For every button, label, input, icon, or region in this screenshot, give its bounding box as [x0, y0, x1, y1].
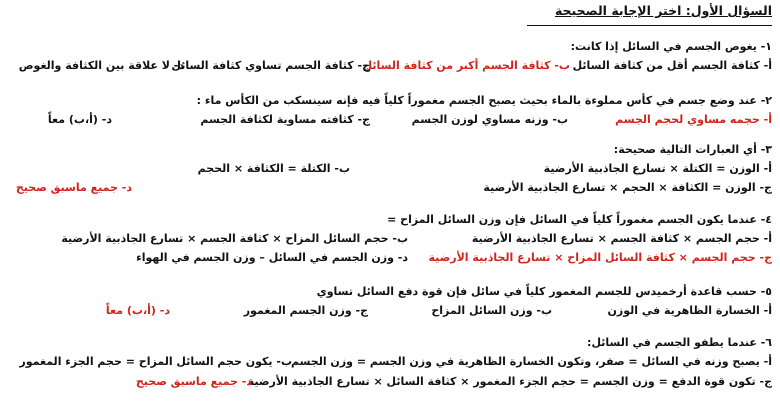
- q3-option-d: د- جميع ماسبق صحيح: [15, 181, 132, 194]
- q6-option-c: ج- تكون قوة الدفع = وزن الجسم = حجم الجزء المغمور × كثافة السائل × تسارع الجاذبية الأرضية: [247, 375, 772, 388]
- q1-stem: ١- يغوص الجسم في السائل إذا كانت:: [570, 40, 772, 53]
- q3-option-c: ج- الوزن = الكثافة × الحجم × تسارع الجاذبية الأرضية: [483, 181, 772, 194]
- q4-option-b: ب- حجم السائل المزاح × كثافة الجسم × تسارع الجاذبية الأرضية: [61, 232, 408, 245]
- q6-option-b: ب- يكون حجم السائل المزاح = حجم الجزء المغمور: [19, 355, 292, 368]
- page-title: السؤال الأول: اختر الإجابة الصحيحة: [554, 3, 772, 18]
- q2-stem: ٢- عند وضع جسم في كأس مملوءة بالماء بحيث يصبح الجسم مغموراً كلياً فيه فإنه سينسكب من الكأس ماء :: [196, 94, 772, 107]
- title-underline: [527, 25, 772, 26]
- q5-stem: ٥- حسب قاعدة أرخميدس للجسم المغمور كلياً في سائل فإن قوة دفع السائل تساوي: [316, 285, 772, 298]
- q4-option-d: د- وزن الجسم في السائل – وزن الجسم في الهواء: [136, 251, 408, 264]
- q3-option-a: أ- الوزن = الكتلة × تسارع الجاذبية الأرضية: [543, 162, 772, 175]
- q6-stem: ٦- عندما يطفو الجسم في السائل:: [587, 336, 772, 349]
- q1-option-c: ج- كثافة الجسم تساوي كثافة السائل: [171, 59, 370, 72]
- q5-option-c: ج- وزن الجسم المغمور: [243, 304, 368, 317]
- q6-option-d: د- جميع ماسبق صحيح: [135, 375, 252, 388]
- q1-option-a: أ- كثافة الجسم أقل من كثافة السائل: [572, 59, 772, 72]
- q3-option-b: ب- الكتلة = الكثافة × الحجم: [197, 162, 350, 175]
- q5-option-d: د- (أ،ب) معاً: [105, 304, 170, 317]
- q1-option-b: ب- كثافة الجسم أكبر من كثافة السائل: [362, 59, 570, 72]
- q3-stem: ٣- أي العبارات التالية صحيحة:: [613, 143, 772, 156]
- q2-option-b: ب- وزنه مساوي لوزن الجسم: [411, 113, 568, 126]
- q2-option-a: أ- حجمه مساوي لحجم الجسم: [615, 113, 772, 126]
- q4-option-a: أ- حجم الجسم × كثافة الجسم × تسارع الجاذبية الأرضية: [471, 232, 772, 245]
- q5-option-a: أ- الخسارة الظاهرية في الوزن: [607, 304, 772, 317]
- q5-option-b: ب- وزن السائل المزاح: [431, 304, 552, 317]
- q4-stem: ٤- عندما يكون الجسم مغموراً كلياً في السائل فإن وزن السائل المزاح =: [387, 213, 772, 226]
- q2-option-d: د- (أ،ب) معاً: [47, 113, 112, 126]
- q4-option-c: ج- حجم الجسم × كثافة السائل المزاح × تسارع الجاذبية الأرضية: [428, 251, 772, 264]
- q1-option-d: د- لا علاقة بين الكثافة والغوص: [18, 59, 184, 72]
- q6-option-a: أ- يصبح وزنه في السائل = صفر، وتكون الخسارة الظاهرية في وزن الجسم = وزن الجسم: [290, 355, 772, 368]
- q2-option-c: ج- كثافته مساوية لكثافة الجسم: [200, 113, 370, 126]
